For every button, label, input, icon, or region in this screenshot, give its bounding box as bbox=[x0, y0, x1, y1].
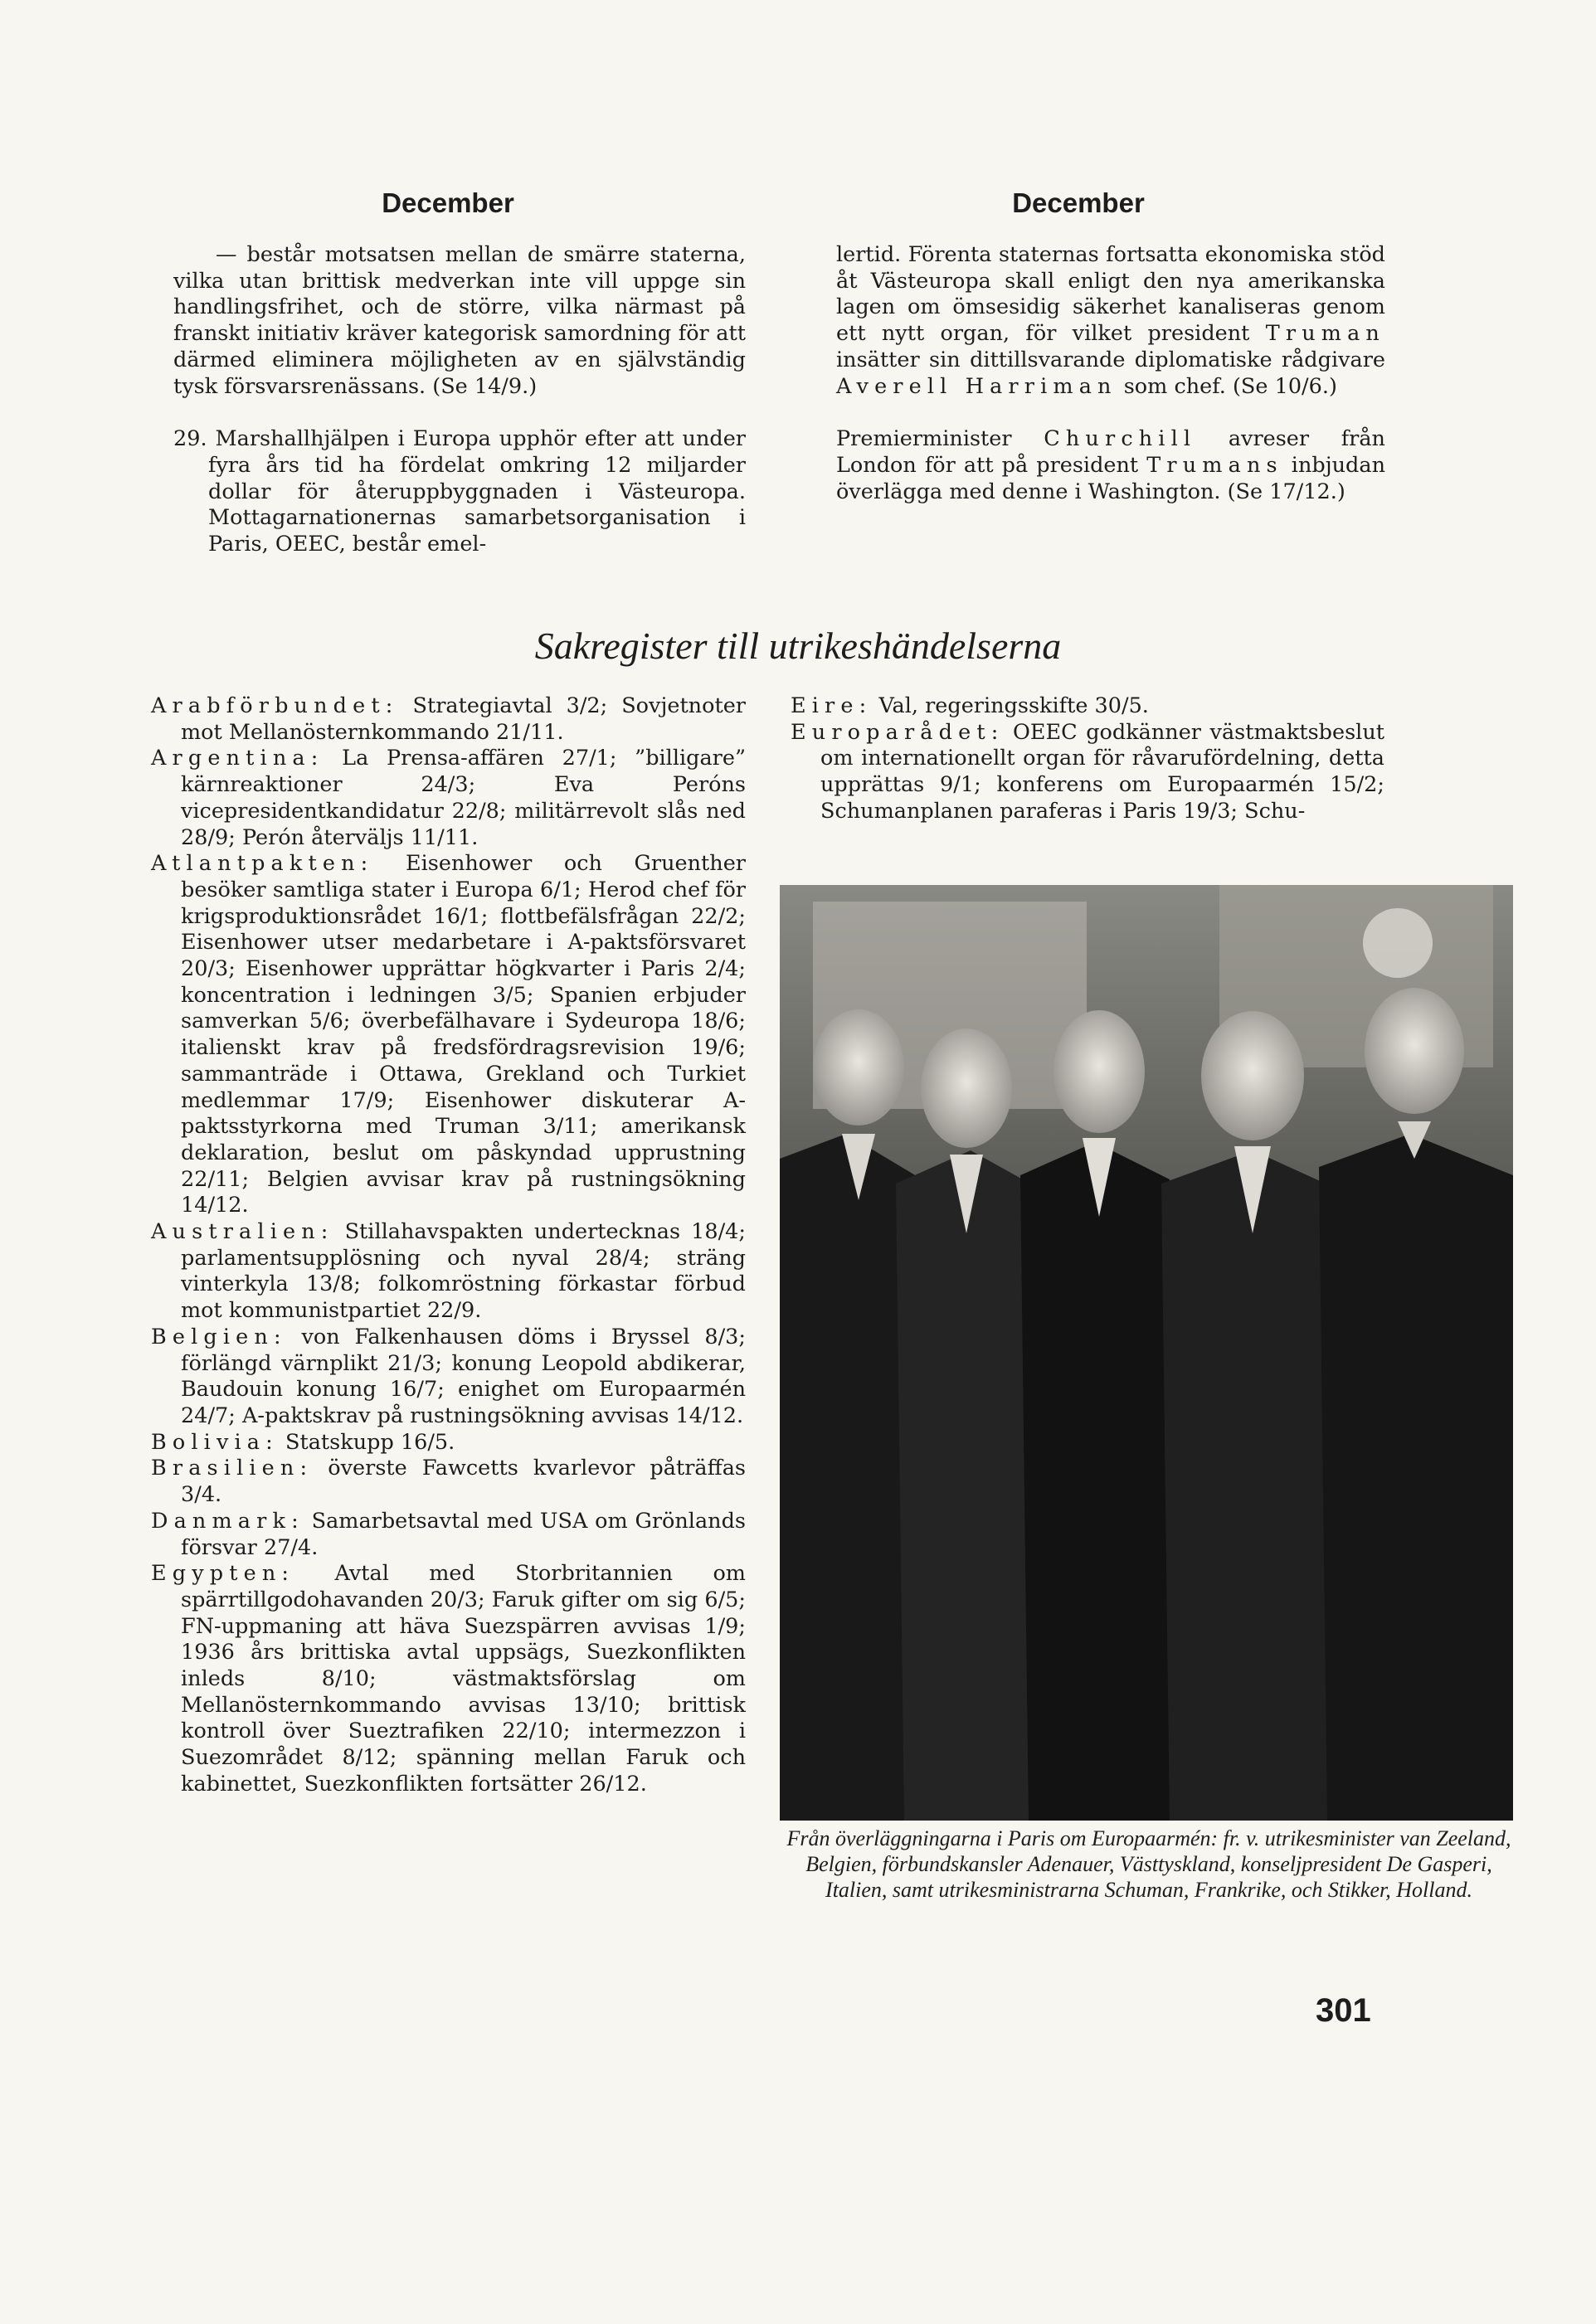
register-left-column bbox=[151, 693, 746, 1798]
register-entry bbox=[151, 1509, 746, 1561]
register-entry bbox=[791, 693, 1384, 720]
group-photograph bbox=[780, 885, 1513, 1821]
register-text: Val, regeringsskifte 30/5. bbox=[872, 693, 1149, 718]
register-text: Samarbetsavtal med USA om Grönlands försvar 27/4. bbox=[181, 1508, 746, 1560]
register-term: Argentina: bbox=[151, 746, 324, 771]
register-term: Atlantpakten: bbox=[151, 851, 374, 877]
text-run: som chef. (Se 10/6.) bbox=[1117, 373, 1337, 399]
register-term: Eire: bbox=[791, 693, 873, 718]
register-term: Australien: bbox=[151, 1219, 334, 1245]
register-entry bbox=[151, 746, 746, 851]
register-entry bbox=[151, 1325, 746, 1430]
register-entry bbox=[151, 693, 746, 746]
text-run: insätter sin dittillsvarande diplomatiske rådgivare bbox=[836, 347, 1385, 372]
paragraph-continuation: — består motsatsen mellan de smärre staterna, vilka utan brittisk medverkan inte vill uppge sin handlingsfrihet, och de större, vilka närmast på franskt initiativ kräver kategorisk samordning för att därmed eliminera möjligheten av en självständig tysk försvarsrenässans. (Se 14/9.) bbox=[173, 242, 746, 399]
spaced-name: Trumans bbox=[1146, 452, 1283, 478]
text-run: lertid. Förenta staternas fortsatta ekonomiska stöd åt Västeuropa skall enligt den nya amerikanska lagen om ömsesidig säkerhet kanaliseras genom ett nytt organ, för vilket president bbox=[836, 242, 1385, 347]
register-right-column bbox=[791, 693, 1384, 825]
top-right-column bbox=[836, 242, 1385, 505]
register-term: Europarådet: bbox=[791, 719, 1005, 745]
clock-face bbox=[1363, 908, 1433, 978]
paragraph-harriman bbox=[836, 242, 1385, 400]
register-entry bbox=[151, 851, 746, 1219]
register-entry bbox=[151, 1561, 746, 1797]
register-term: Arabförbundet: bbox=[151, 693, 399, 718]
register-term: Belgien: bbox=[151, 1324, 287, 1349]
spaced-name: Churchill bbox=[1044, 426, 1197, 452]
register-entry bbox=[151, 1430, 746, 1456]
paragraph-day-29 bbox=[173, 426, 746, 558]
day-number: 29. bbox=[173, 426, 207, 452]
spaced-name: Averell Harriman bbox=[836, 373, 1117, 399]
register-entry bbox=[151, 1456, 746, 1508]
register-text: Avtal med Storbritannien om spärrtillgodohavanden 20/3; Faruk gifter om sig 6/5; FN-uppmaning att häva Suezspärren avvisas 1/9; 1936 års brittiska avtal uppsägs, Suezkonflikten inleds 8/10; västmaktsförslag om Mellanösternkommando avvisas 13/10; brittisk kontroll över Sueztrafiken 22/10; intermezzon i Suezområdet 8/12; spänning mellan Faruk och kabinettet, Suezkonflikten fortsätter 26/12. bbox=[181, 1561, 746, 1796]
running-header-left: December bbox=[382, 187, 514, 218]
register-text: La Prensa-affären 27/1; ”billigare” kärnreaktioner 24/3; Eva Peróns vicepresidentkandidatur 22/8; militärrevolt slås ned 28/9; Perón återväljs 11/11. bbox=[181, 746, 746, 850]
text-run: Premierminister bbox=[836, 426, 1044, 452]
register-term: Bolivia: bbox=[151, 1429, 279, 1455]
running-header-right: December bbox=[1012, 187, 1145, 218]
register-term: Egypten: bbox=[151, 1561, 295, 1587]
register-text: Eisenhower och Gruenther besöker samtliga stater i Europa 6/1; Herod chef för krigsproduktionsrådet 16/1; flottbefälsfrågan 22/2; Eisenhower utser medarbetare i A-paktsförsvaret 20/3; Eisenhower upprättar högkvarter i Paris 2/4; koncentration i ledningen 3/5; Spanien erbjuder samverkan 5/6; överbefälhavare i Sydeuropa 18/6; italienskt krav på fredsfördragsrevision 19/6; sammanträde i Ottawa, Grekland och Turkiet medlemmar 17/9; Eisenhower diskuterar A-paktsstyrkorna med Truman 3/11; amerikansk deklaration, beslut om påskyndad upprustning 22/11; Belgien avvisar krav på rustningsökning 14/12. bbox=[181, 851, 746, 1218]
text-run: avreser från London för att på president bbox=[836, 426, 1385, 478]
register-entry bbox=[151, 1219, 746, 1325]
register-text: Strategiavtal 3/2; Sovjetnoter mot Mellanösternkommando 21/11. bbox=[181, 693, 746, 745]
register-text: Stillahavspakten undertecknas 18/4; parlamentsupplösning och nyval 28/4; sträng vinterkyla 13/8; folkomröstning förkastar förbud mot kommunistpartiet 22/9. bbox=[181, 1219, 746, 1324]
paragraph-churchill bbox=[836, 426, 1385, 505]
register-term: Danmark: bbox=[151, 1508, 304, 1534]
photo-caption: Från överläggningarna i Paris om Europaarmén: fr. v. utrikesminister van Zeeland, Belgien, förbundskansler Adenauer, Västtyskland, konseljpresident De Gasperi, Italien, samt utrikesministrarna Schuman, Frankrike, och Stikker, Holland. bbox=[786, 1826, 1511, 1902]
section-title: Sakregister till utrikeshändelserna bbox=[534, 625, 1062, 667]
page-number: 301 bbox=[1316, 1992, 1371, 2029]
register-text: överste Fawcetts kvarlevor påträffas 3/4. bbox=[181, 1456, 746, 1508]
register-term: Brasilien: bbox=[151, 1456, 314, 1481]
register-text: OEEC godkänner västmaktsbeslut om internationellt organ för råvarufördelning, detta upprättas 9/1; konferens om Europaarmén 15/2; Schumanplanen paraferas i Paris 19/3; Schu- bbox=[820, 719, 1384, 824]
top-left-column bbox=[173, 242, 746, 558]
register-entry bbox=[791, 720, 1384, 825]
spaced-name: Truman bbox=[1265, 321, 1385, 347]
register-text: von Falkenhausen döms i Bryssel 8/3; förlängd värnplikt 21/3; konung Leopold abdikerar, Baudouin konung 16/7; enighet om Europaarmén 24/7; A-paktskrav på rustningsökning avvisas 14/12. bbox=[181, 1324, 746, 1428]
register-text: Statskupp 16/5. bbox=[278, 1429, 455, 1455]
day-29-text: Marshallhjälpen i Europa upphör efter att under fyra års tid ha fördelat omkring 12 miljarder dollar för återuppbyggnaden i Västeuropa. Mottagarnationernas samarbetsorganisation i Paris, OEEC, består emel- bbox=[208, 426, 746, 557]
text-run: inbjudan överlägga med denne i Washington. (Se 17/12.) bbox=[836, 452, 1385, 504]
photo-illustration bbox=[780, 885, 1513, 1821]
